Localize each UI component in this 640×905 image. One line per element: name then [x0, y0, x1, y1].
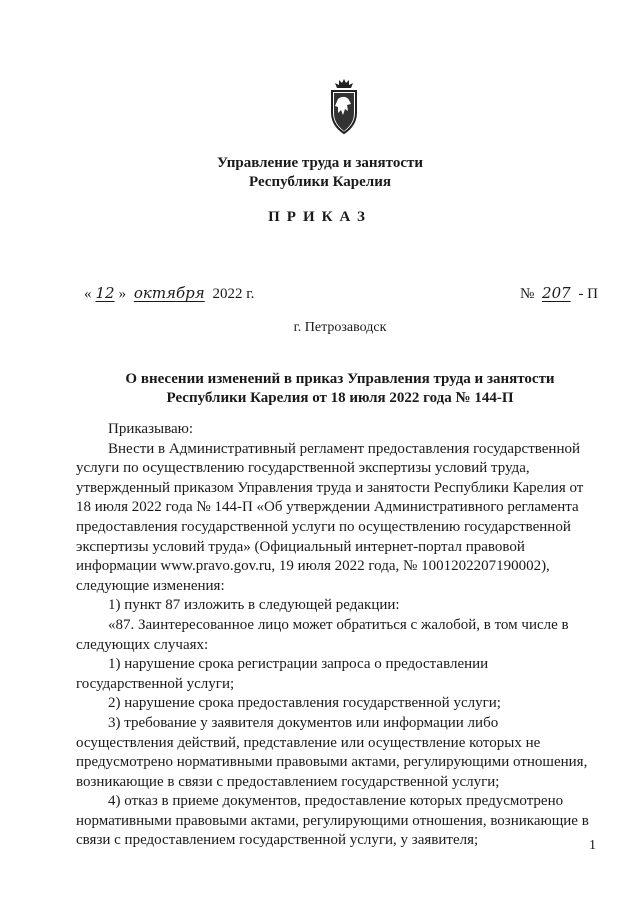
org-name-line2: Республики Карелия	[249, 174, 391, 190]
subject-line1: О внесении изменений в приказ Управления труда и занятости	[125, 371, 555, 387]
paragraph-line: 1) пункт 87 изложить в следующей редакции:	[108, 597, 400, 614]
date-month: октября	[133, 284, 205, 302]
paragraph-order-intro: Приказываю:	[108, 421, 193, 437]
paragraph-line: следующие изменения:	[76, 577, 225, 594]
org-name-line1: Управление труда и занятости	[216, 155, 424, 171]
karelia-coat-of-arms-icon	[326, 77, 362, 137]
subject-line2: Республики Карелия от 18 июля 2022 года № 144-П	[166, 390, 514, 406]
date-close-quote: »	[118, 286, 127, 302]
paragraph-line: информации www.pravo.gov.ru, 19 июля 2022 года, № 1001202207190002),	[76, 558, 550, 575]
paragraph-line: услуги по осуществлению государственной экспертизы условий труда,	[76, 460, 530, 477]
paragraph-line: государственной услуги;	[76, 675, 235, 692]
paragraph-line: утвержденный приказом Управления труда и занятости Республики Карелия от	[76, 479, 584, 496]
paragraph-line: 18 июля 2022 года № 144-П «Об утверждении Административного регламента	[76, 499, 579, 516]
date-day: 12	[95, 284, 115, 302]
paragraph-line: Внести в Административный регламент предоставления государственной	[108, 440, 580, 457]
paragraph-line: связи с предоставлением государственной услуги, у заявителя;	[76, 832, 479, 849]
paragraph-line: возникающие в связи с предоставлением государственной услуги;	[76, 773, 500, 790]
paragraph-line: предоставления государственной услуги по осуществлению государственной	[76, 518, 571, 535]
number-suffix: - П	[578, 286, 598, 302]
number-sign: №	[519, 286, 535, 302]
document-type-title: ПРИКАЗ	[268, 209, 372, 225]
paragraph-line: нормативными правовыми актами, регулирующими отношения, возникающие в	[76, 812, 589, 829]
paragraph-line: осуществления действий, представление или осуществление которых не	[76, 734, 541, 751]
paragraph-line: 2) нарушение срока предоставления государственной услуги;	[108, 695, 501, 712]
date-year: 2022 г.	[212, 286, 255, 302]
document-body	[76, 420, 598, 851]
paragraph-line: «87. Заинтересованное лицо может обратиться с жалобой, в том числе в	[108, 616, 569, 633]
paragraph-line: 4) отказ в приеме документов, предоставление которых предусмотрено	[108, 793, 564, 810]
number-value: 207	[542, 284, 571, 302]
order-date	[84, 284, 254, 303]
order-number	[520, 284, 598, 303]
city-name: г. Петрозаводск	[293, 320, 387, 335]
paragraph-line: 1) нарушение срока регистрации запроса о предоставлении	[108, 656, 489, 673]
paragraph-line: следующих случаях:	[76, 636, 209, 653]
paragraph-line: предусмотрено нормативными правовыми актами, регулирующими отношения,	[76, 754, 588, 771]
paragraph-line: 3) требование у заявителя документов или информации либо	[108, 714, 499, 731]
date-open-quote: «	[84, 286, 92, 302]
page-number: 1	[589, 838, 596, 853]
paragraph-line: экспертизы условий труда» (Официальный интернет-портал правовой	[76, 538, 525, 555]
